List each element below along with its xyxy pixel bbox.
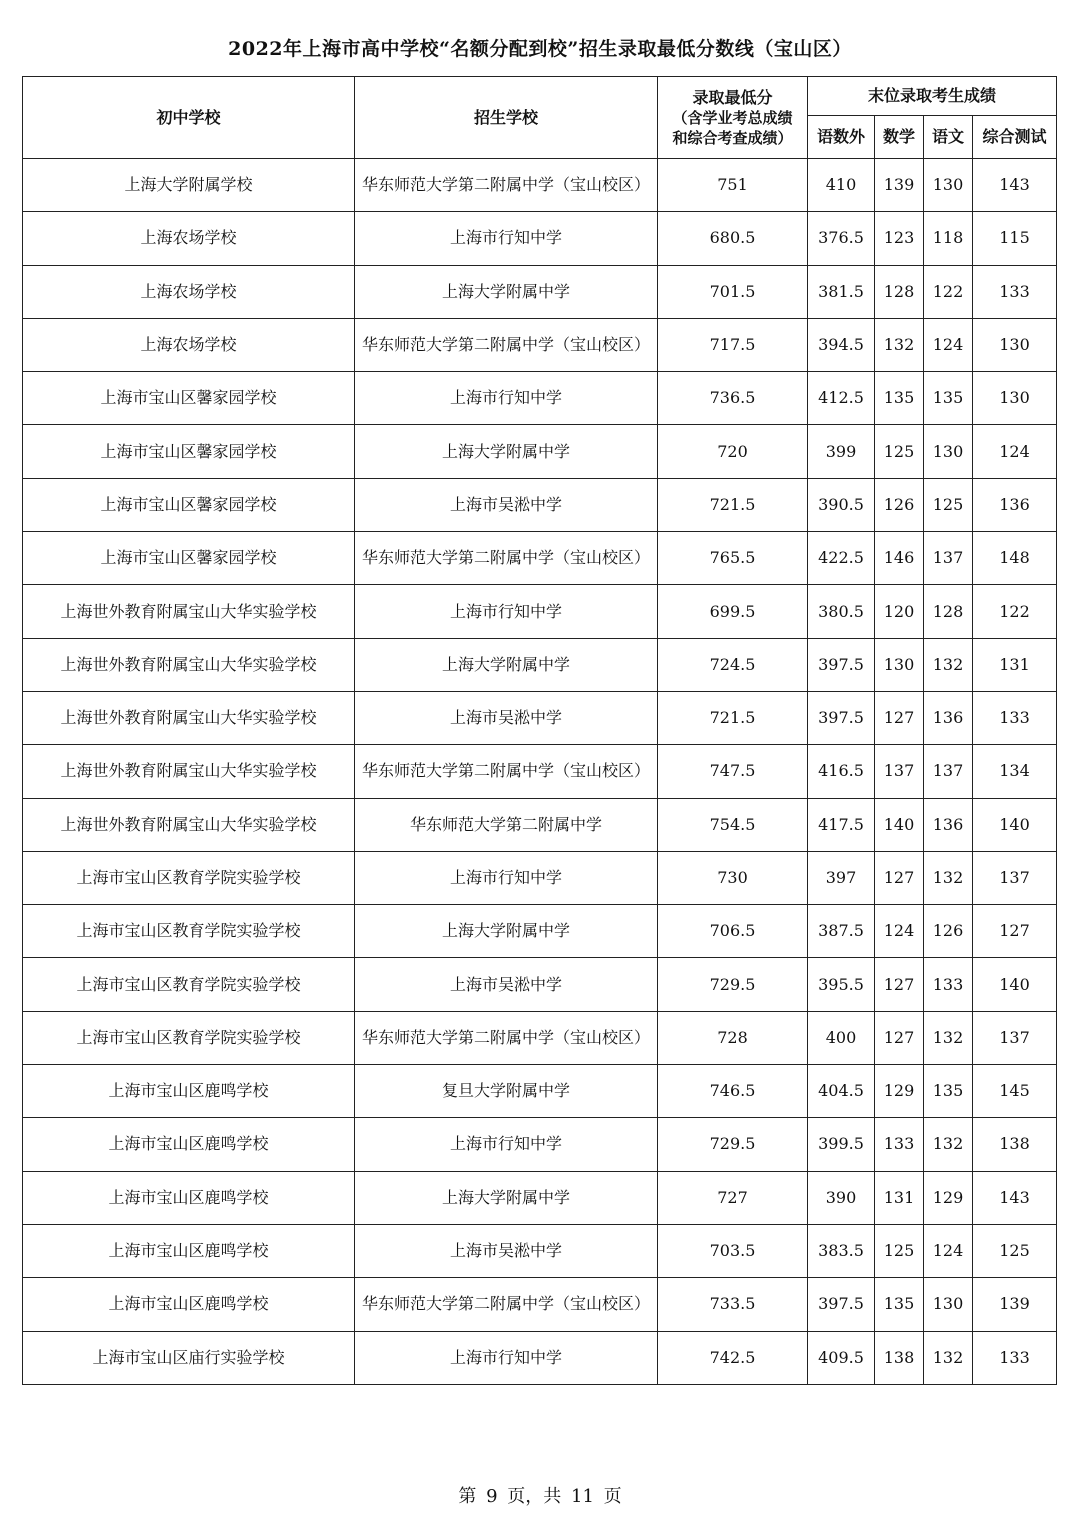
cell-min-score: 720 <box>658 425 808 478</box>
cell-enroll-school: 上海市吴淞中学 <box>355 691 658 744</box>
cell-junior-school: 上海世外教育附属宝山大华实验学校 <box>23 745 355 798</box>
cell-chinese: 124 <box>924 1224 973 1277</box>
cell-enroll-school: 复旦大学附属中学 <box>355 1065 658 1118</box>
cell-yushuwai: 412.5 <box>808 372 875 425</box>
cell-yushuwai: 387.5 <box>808 905 875 958</box>
cell-comprehensive: 134 <box>973 745 1057 798</box>
cell-yushuwai: 376.5 <box>808 212 875 265</box>
cell-chinese: 122 <box>924 265 973 318</box>
cell-comprehensive: 145 <box>973 1065 1057 1118</box>
cell-math: 132 <box>875 318 924 371</box>
cell-enroll-school: 上海市行知中学 <box>355 1118 658 1171</box>
cell-yushuwai: 417.5 <box>808 798 875 851</box>
header-junior-school: 初中学校 <box>23 77 355 159</box>
cell-min-score: 742.5 <box>658 1331 808 1384</box>
cell-enroll-school: 华东师范大学第二附属中学（宝山校区） <box>355 532 658 585</box>
cell-yushuwai: 397.5 <box>808 1278 875 1331</box>
cell-min-score: 721.5 <box>658 478 808 531</box>
cell-junior-school: 上海农场学校 <box>23 265 355 318</box>
cell-yushuwai: 397 <box>808 851 875 904</box>
table-row <box>23 1278 1057 1331</box>
cell-chinese: 136 <box>924 798 973 851</box>
cell-min-score: 724.5 <box>658 638 808 691</box>
header-enroll-school: 招生学校 <box>355 77 658 159</box>
cell-yushuwai: 380.5 <box>808 585 875 638</box>
cell-comprehensive: 124 <box>973 425 1057 478</box>
table-row <box>23 159 1057 212</box>
header-yushuwai: 语数外 <box>808 116 875 159</box>
cell-math: 125 <box>875 425 924 478</box>
cell-junior-school: 上海市宝山区教育学院实验学校 <box>23 905 355 958</box>
cell-chinese: 128 <box>924 585 973 638</box>
cell-junior-school: 上海大学附属学校 <box>23 159 355 212</box>
table-row <box>23 798 1057 851</box>
table-row <box>23 851 1057 904</box>
cell-enroll-school: 华东师范大学第二附属中学 <box>355 798 658 851</box>
header-min-score-line2: （含学业考总成绩 <box>672 108 793 127</box>
cell-comprehensive: 125 <box>973 1224 1057 1277</box>
footer-suffix: 页 <box>603 1486 622 1507</box>
table-row <box>23 1118 1057 1171</box>
cell-chinese: 136 <box>924 691 973 744</box>
footer-mid: 页，共 <box>507 1486 562 1507</box>
cell-comprehensive: 140 <box>973 958 1057 1011</box>
cell-chinese: 130 <box>924 1278 973 1331</box>
cell-min-score: 751 <box>658 159 808 212</box>
cell-enroll-school: 上海市行知中学 <box>355 1331 658 1384</box>
cell-junior-school: 上海市宝山区馨家园学校 <box>23 425 355 478</box>
cell-math: 123 <box>875 212 924 265</box>
cell-chinese: 132 <box>924 1011 973 1064</box>
cell-min-score: 680.5 <box>658 212 808 265</box>
cell-math: 120 <box>875 585 924 638</box>
table-row <box>23 478 1057 531</box>
cell-enroll-school: 华东师范大学第二附属中学（宝山校区） <box>355 1278 658 1331</box>
cell-math: 127 <box>875 1011 924 1064</box>
cell-junior-school: 上海市宝山区教育学院实验学校 <box>23 1011 355 1064</box>
cell-enroll-school: 上海市吴淞中学 <box>355 478 658 531</box>
cell-junior-school: 上海世外教育附属宝山大华实验学校 <box>23 798 355 851</box>
cell-junior-school: 上海市宝山区馨家园学校 <box>23 532 355 585</box>
cell-min-score: 728 <box>658 1011 808 1064</box>
cell-junior-school: 上海世外教育附属宝山大华实验学校 <box>23 691 355 744</box>
cell-comprehensive: 136 <box>973 478 1057 531</box>
cell-math: 133 <box>875 1118 924 1171</box>
cell-chinese: 129 <box>924 1171 973 1224</box>
cell-enroll-school: 上海市行知中学 <box>355 372 658 425</box>
cell-min-score: 765.5 <box>658 532 808 585</box>
header-min-score <box>658 77 808 159</box>
cell-min-score: 701.5 <box>658 265 808 318</box>
cell-junior-school: 上海农场学校 <box>23 318 355 371</box>
cell-math: 124 <box>875 905 924 958</box>
table-row <box>23 318 1057 371</box>
cell-enroll-school: 上海市行知中学 <box>355 212 658 265</box>
cell-comprehensive: 133 <box>973 691 1057 744</box>
cell-junior-school: 上海市宝山区馨家园学校 <box>23 372 355 425</box>
cell-comprehensive: 139 <box>973 1278 1057 1331</box>
page-footer <box>0 1482 1080 1508</box>
cell-chinese: 125 <box>924 478 973 531</box>
cell-yushuwai: 404.5 <box>808 1065 875 1118</box>
cell-enroll-school: 上海市吴淞中学 <box>355 1224 658 1277</box>
cell-min-score: 727 <box>658 1171 808 1224</box>
table-row <box>23 1011 1057 1064</box>
cell-chinese: 135 <box>924 1065 973 1118</box>
cell-min-score: 699.5 <box>658 585 808 638</box>
cell-junior-school: 上海市宝山区鹿鸣学校 <box>23 1065 355 1118</box>
cell-min-score: 729.5 <box>658 1118 808 1171</box>
header-min-score-line1: 录取最低分 <box>692 87 773 107</box>
page-title: 2022年上海市高中学校“名额分配到校”招生录取最低分数线（宝山区） <box>228 38 852 60</box>
cell-comprehensive: 122 <box>973 585 1057 638</box>
cell-yushuwai: 409.5 <box>808 1331 875 1384</box>
table-row <box>23 585 1057 638</box>
cell-comprehensive: 140 <box>973 798 1057 851</box>
cell-math: 127 <box>875 958 924 1011</box>
header-last-score-group: 末位录取考生成绩 <box>808 77 1057 116</box>
cell-enroll-school: 上海市行知中学 <box>355 851 658 904</box>
cell-min-score: 747.5 <box>658 745 808 798</box>
cell-math: 129 <box>875 1065 924 1118</box>
cell-min-score: 721.5 <box>658 691 808 744</box>
table-row <box>23 265 1057 318</box>
cell-comprehensive: 143 <box>973 159 1057 212</box>
table-row <box>23 638 1057 691</box>
cell-math: 138 <box>875 1331 924 1384</box>
cell-chinese: 118 <box>924 212 973 265</box>
cell-math: 127 <box>875 691 924 744</box>
cell-chinese: 132 <box>924 638 973 691</box>
cell-yushuwai: 390 <box>808 1171 875 1224</box>
footer-total-pages: 11 <box>571 1486 594 1507</box>
cell-junior-school: 上海市宝山区教育学院实验学校 <box>23 958 355 1011</box>
cell-yushuwai: 400 <box>808 1011 875 1064</box>
cell-min-score: 729.5 <box>658 958 808 1011</box>
table-body <box>23 159 1057 1385</box>
table-row <box>23 1224 1057 1277</box>
footer-page-number: 9 <box>486 1486 498 1507</box>
cell-min-score: 730 <box>658 851 808 904</box>
cell-math: 146 <box>875 532 924 585</box>
cell-comprehensive: 127 <box>973 905 1057 958</box>
cell-enroll-school: 上海市行知中学 <box>355 585 658 638</box>
cell-comprehensive: 130 <box>973 318 1057 371</box>
cell-yushuwai: 381.5 <box>808 265 875 318</box>
cell-comprehensive: 131 <box>973 638 1057 691</box>
cell-math: 137 <box>875 745 924 798</box>
cell-min-score: 754.5 <box>658 798 808 851</box>
cell-chinese: 132 <box>924 851 973 904</box>
cell-junior-school: 上海世外教育附属宝山大华实验学校 <box>23 585 355 638</box>
cell-min-score: 703.5 <box>658 1224 808 1277</box>
cell-enroll-school: 华东师范大学第二附属中学（宝山校区） <box>355 745 658 798</box>
table-row <box>23 425 1057 478</box>
score-table <box>22 76 1057 1385</box>
cell-comprehensive: 143 <box>973 1171 1057 1224</box>
cell-math: 131 <box>875 1171 924 1224</box>
footer-prefix: 第 <box>458 1486 477 1507</box>
cell-min-score: 733.5 <box>658 1278 808 1331</box>
cell-junior-school: 上海市宝山区鹿鸣学校 <box>23 1278 355 1331</box>
cell-comprehensive: 137 <box>973 851 1057 904</box>
cell-chinese: 130 <box>924 159 973 212</box>
cell-comprehensive: 115 <box>973 212 1057 265</box>
cell-enroll-school: 上海大学附属中学 <box>355 425 658 478</box>
cell-chinese: 137 <box>924 532 973 585</box>
cell-comprehensive: 148 <box>973 532 1057 585</box>
cell-yushuwai: 399.5 <box>808 1118 875 1171</box>
cell-chinese: 132 <box>924 1331 973 1384</box>
cell-enroll-school: 华东师范大学第二附属中学（宝山校区） <box>355 159 658 212</box>
cell-min-score: 746.5 <box>658 1065 808 1118</box>
cell-chinese: 124 <box>924 318 973 371</box>
cell-math: 128 <box>875 265 924 318</box>
table-row <box>23 1171 1057 1224</box>
cell-comprehensive: 130 <box>973 372 1057 425</box>
cell-enroll-school: 上海市吴淞中学 <box>355 958 658 1011</box>
cell-min-score: 736.5 <box>658 372 808 425</box>
cell-comprehensive: 133 <box>973 265 1057 318</box>
cell-chinese: 132 <box>924 1118 973 1171</box>
cell-yushuwai: 410 <box>808 159 875 212</box>
header-math: 数学 <box>875 116 924 159</box>
cell-yushuwai: 395.5 <box>808 958 875 1011</box>
table-row <box>23 958 1057 1011</box>
cell-yushuwai: 390.5 <box>808 478 875 531</box>
cell-yushuwai: 383.5 <box>808 1224 875 1277</box>
cell-chinese: 130 <box>924 425 973 478</box>
cell-math: 140 <box>875 798 924 851</box>
cell-yushuwai: 422.5 <box>808 532 875 585</box>
cell-junior-school: 上海市宝山区教育学院实验学校 <box>23 851 355 904</box>
cell-yushuwai: 394.5 <box>808 318 875 371</box>
cell-junior-school: 上海市宝山区鹿鸣学校 <box>23 1118 355 1171</box>
cell-min-score: 706.5 <box>658 905 808 958</box>
cell-math: 139 <box>875 159 924 212</box>
header-min-score-line3: 和综合考查成绩） <box>672 128 793 147</box>
cell-enroll-school: 上海大学附属中学 <box>355 638 658 691</box>
cell-chinese: 137 <box>924 745 973 798</box>
cell-yushuwai: 397.5 <box>808 638 875 691</box>
table-row <box>23 1065 1057 1118</box>
table-row <box>23 212 1057 265</box>
cell-yushuwai: 416.5 <box>808 745 875 798</box>
table-row <box>23 745 1057 798</box>
cell-junior-school: 上海市宝山区鹿鸣学校 <box>23 1224 355 1277</box>
cell-min-score: 717.5 <box>658 318 808 371</box>
table-row <box>23 1331 1057 1384</box>
cell-math: 125 <box>875 1224 924 1277</box>
cell-math: 127 <box>875 851 924 904</box>
cell-enroll-school: 上海大学附属中学 <box>355 905 658 958</box>
cell-chinese: 135 <box>924 372 973 425</box>
cell-math: 135 <box>875 1278 924 1331</box>
table-row <box>23 905 1057 958</box>
cell-enroll-school: 上海大学附属中学 <box>355 1171 658 1224</box>
cell-chinese: 126 <box>924 905 973 958</box>
table-row <box>23 372 1057 425</box>
cell-math: 126 <box>875 478 924 531</box>
cell-junior-school: 上海世外教育附属宝山大华实验学校 <box>23 638 355 691</box>
cell-enroll-school: 华东师范大学第二附属中学（宝山校区） <box>355 1011 658 1064</box>
cell-yushuwai: 397.5 <box>808 691 875 744</box>
cell-junior-school: 上海市宝山区庙行实验学校 <box>23 1331 355 1384</box>
cell-junior-school: 上海市宝山区鹿鸣学校 <box>23 1171 355 1224</box>
table-row <box>23 532 1057 585</box>
header-chinese: 语文 <box>924 116 973 159</box>
cell-enroll-school: 上海大学附属中学 <box>355 265 658 318</box>
cell-chinese: 133 <box>924 958 973 1011</box>
cell-enroll-school: 华东师范大学第二附属中学（宝山校区） <box>355 318 658 371</box>
cell-math: 130 <box>875 638 924 691</box>
cell-comprehensive: 137 <box>973 1011 1057 1064</box>
cell-comprehensive: 133 <box>973 1331 1057 1384</box>
cell-junior-school: 上海市宝山区馨家园学校 <box>23 478 355 531</box>
table-row <box>23 691 1057 744</box>
cell-yushuwai: 399 <box>808 425 875 478</box>
cell-math: 135 <box>875 372 924 425</box>
header-comprehensive: 综合测试 <box>973 116 1057 159</box>
cell-junior-school: 上海农场学校 <box>23 212 355 265</box>
cell-comprehensive: 138 <box>973 1118 1057 1171</box>
